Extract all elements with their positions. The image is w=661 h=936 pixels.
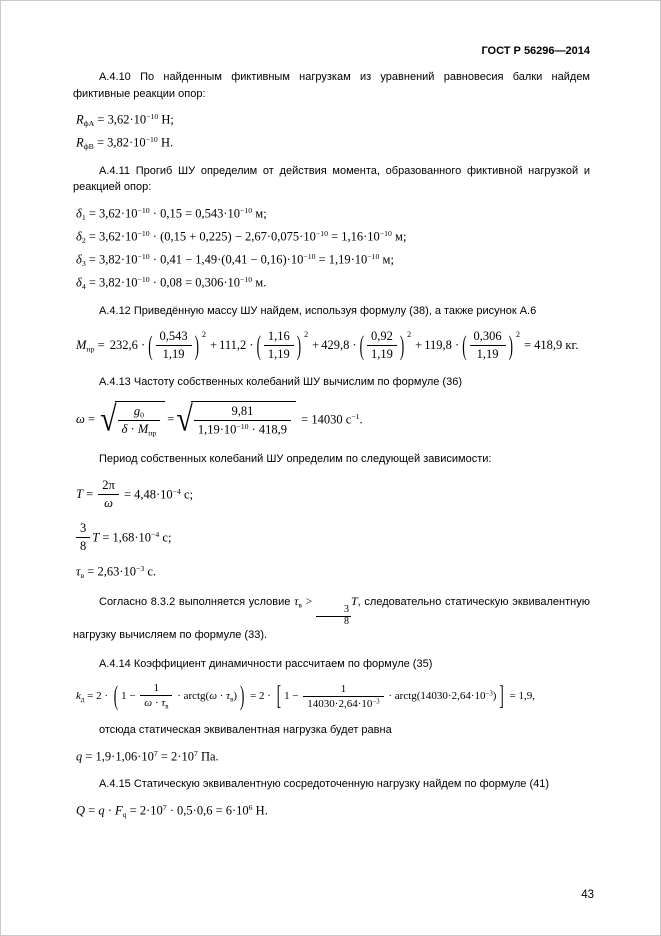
- mpr-term4-coeff: 119,8 ·: [424, 338, 460, 353]
- paragraph-a414: А.4.14 Коэффициент динамичности рассчитаем по формуле (35): [99, 657, 433, 670]
- formula-delta-3: $\delta_3 = 3,82\cdot 10^{-10} \cdot 0,41 - 1,49\cdot(0,41 - 0,16)\cdot 10^{-10} = 1,19\cdot 10^{-10}$ м;: [76, 251, 394, 268]
- formula-three-eighths-t: [76, 521, 171, 554]
- condition-fraction: [316, 605, 351, 627]
- formula-tau: $\tau_в = 2,63\cdot 10^{-3}$ с.: [76, 563, 157, 580]
- formula-delta-1: $\delta_1 = 3,62\cdot 10^{-10} \cdot 0,15 = 0,543\cdot 10^{-10}$ м;: [76, 205, 267, 222]
- mpr-term1-fraction: [156, 329, 192, 362]
- mpr-term2-fraction: [264, 329, 294, 362]
- fraction-numerator: 1,16: [264, 329, 294, 346]
- formula-m-pr: [76, 329, 578, 362]
- mpr-term4-fraction: [470, 329, 506, 362]
- fraction-denominator: ω: [104, 495, 113, 510]
- condition-text-post: , следовательно статическую эквивалентную нагрузку вычисляем по формуле (33).: [73, 595, 590, 642]
- mpr-term3-fraction: [367, 329, 397, 362]
- fraction-denominator: $\delta \cdot M_{пр}$: [121, 422, 157, 439]
- document-header: [73, 45, 590, 57]
- paragraph-condition: [73, 592, 590, 644]
- exponent: 2: [407, 330, 412, 340]
- mpr-term3-coeff: 429,8 ·: [321, 338, 357, 353]
- formula-dynamic-coefficient: [76, 679, 535, 711]
- left-paren: (: [462, 328, 467, 361]
- radical-icon: √: [100, 399, 117, 439]
- three-eighths-result: $T = 1,68\cdot 10^{-4}$ с;: [92, 529, 172, 544]
- exponent: 2: [202, 330, 206, 340]
- fraction-numerator: 0,92: [367, 329, 397, 346]
- formula-delta-2: $\delta_2 = 3,62\cdot 10^{-10} \cdot (0,15 + 0,225) - 2,67\cdot 0,075\cdot 10^{-10} = 1,16\cdot 10^{-10}$ м;: [76, 228, 407, 245]
- formula-q-force: $Q = q \cdot F_q = 2\cdot 10^7 \cdot 0,5\cdot 0,6 = 6\cdot 10^6$ Н.: [76, 802, 268, 819]
- condition-t-symbol: T: [350, 593, 358, 608]
- kd-p2-pre: 1 −: [284, 690, 302, 703]
- condition-tau: $\tau_в$ >: [294, 593, 316, 610]
- left-paren: (: [113, 679, 119, 711]
- left-bracket: [: [276, 679, 282, 711]
- left-paren: (: [256, 328, 261, 361]
- exponent: 2: [516, 330, 520, 340]
- omega-fraction-symbolic: [118, 404, 161, 438]
- paragraph-after-kd: отсюда статическая эквивалентная нагрузка будет равна: [99, 724, 392, 737]
- fraction-denominator: 1,19: [370, 347, 393, 362]
- paragraph-a413: А.4.13 Частоту собственных колебаний ШУ вычислим по формуле (36): [99, 376, 462, 389]
- right-bracket: ]: [499, 679, 504, 711]
- omega-fraction-numeric: [194, 404, 291, 437]
- right-paren: ): [399, 328, 405, 361]
- kd-p2-fraction: [303, 683, 383, 710]
- fraction-numerator: 1: [303, 683, 383, 697]
- fraction-denominator: 1,19: [162, 347, 185, 362]
- operator: +: [312, 338, 320, 353]
- formula-omega: [76, 401, 363, 439]
- kd-eq2: = 2 ·: [247, 690, 274, 703]
- doc-number: ГОСТ Р 56296—2014: [481, 45, 590, 57]
- formula-reaction-fb: $R_{фВ} = 3,82\cdot 10^{-10}$ Н.: [76, 134, 174, 151]
- omega-lhs: ω =: [76, 412, 99, 427]
- mpr-term1-coeff: 232,6 ·: [109, 338, 146, 353]
- paragraph-a415: А.4.15 Статическую эквивалентную сосредоточенную нагрузку найдем по формуле (41): [99, 778, 550, 791]
- fraction-denominator: $\omega \cdot \tau_в$: [144, 697, 169, 711]
- three-eighths-fraction: [76, 521, 90, 554]
- formula-period-t: [76, 478, 193, 511]
- fraction-numerator: $g_0$: [118, 404, 161, 422]
- kd-p1-arctg: · arctg(ω · $\tau_в$): [174, 689, 237, 703]
- page-number: 43: [581, 889, 594, 901]
- mpr-lhs: $M_{пр}$ =: [76, 337, 108, 354]
- kd-p1-pre: 1 −: [121, 690, 139, 703]
- paragraph-a410: А.4.10 По найденным фиктивным нагрузкам из уравнений равновесия балки найдем фиктивные реакции опор:: [73, 71, 590, 100]
- exponent: 2: [304, 330, 309, 340]
- mpr-term2-coeff: 111,2 ·: [219, 338, 254, 353]
- sqrt-symbolic: [100, 401, 165, 439]
- fraction-numerator: 2π: [98, 478, 119, 495]
- fraction-numerator: 0,543: [156, 329, 192, 346]
- right-paren: ): [296, 328, 302, 361]
- mpr-result: = 418,9 кг.: [524, 338, 579, 353]
- fraction-numerator: 3: [316, 605, 351, 617]
- right-paren: ): [240, 679, 245, 711]
- fraction-denominator: $14030\cdot 2,64\cdot 10^{-3}$: [307, 697, 380, 710]
- kd-result: = 1,9,: [506, 690, 535, 703]
- fraction-numerator: 0,306: [470, 329, 506, 346]
- fraction-denominator: 1,19: [476, 347, 499, 362]
- t-result: = $4,48\cdot 10^{-4}$ с;: [120, 486, 194, 501]
- paragraph-a411: А.4.11 Прогиб ШУ определим от действия момента, образованного фиктивной нагрузкой и реакцией опор:: [73, 164, 590, 194]
- kd-lhs: $k_д = 2$ ·: [76, 689, 111, 703]
- paragraph-period-intro: Период собственных колебаний ШУ определим по следующей зависимости:: [99, 453, 492, 466]
- radical-icon: √: [176, 399, 193, 439]
- t-fraction: [98, 478, 119, 511]
- right-paren: ): [194, 328, 199, 361]
- fraction-numerator: 9,81: [194, 404, 291, 421]
- equals-sign: =: [167, 412, 175, 427]
- t-lhs: T =: [76, 486, 97, 501]
- sqrt-numeric: [176, 401, 296, 438]
- right-paren: ): [508, 328, 513, 361]
- omega-result: = 14030 $с^{-1}$.: [298, 412, 363, 427]
- formula-delta-4: $\delta_4 = 3,82\cdot 10^{-10} \cdot 0,08 = 0,306\cdot 10^{-10}$ м.: [76, 274, 267, 291]
- fraction-numerator: 1: [140, 682, 172, 696]
- kd-p2-arctg: · $arctg(14030\cdot 2,64\cdot 10^{-3})$: [385, 690, 497, 703]
- formula-reaction-fa: $R_{фА} = 3,62\cdot 10^{-10}$ Н;: [76, 112, 174, 128]
- left-paren: (: [148, 328, 153, 361]
- fraction-denominator: 8: [80, 538, 87, 553]
- fraction-denominator: 1,19: [267, 347, 290, 362]
- operator: +: [210, 338, 218, 353]
- formula-q-pressure: $q = 1,9\cdot 1,06\cdot 10^7 = 2\cdot 10^7$ Па.: [76, 748, 219, 764]
- paragraph-a412: А.4.12 Приведённую массу ШУ найдем, используя формулу (38), а также рисунок А.6: [99, 304, 537, 317]
- left-paren: (: [359, 328, 364, 361]
- operator: +: [415, 338, 423, 353]
- fraction-denominator: 8: [343, 615, 349, 627]
- fraction-numerator: 3: [76, 521, 90, 538]
- fraction-denominator: $1,19\cdot 10^{-10} \cdot 418,9$: [197, 422, 288, 437]
- kd-p1-fraction: [140, 682, 172, 710]
- condition-text-pre: Согласно 8.3.2 выполняется условие: [99, 595, 295, 608]
